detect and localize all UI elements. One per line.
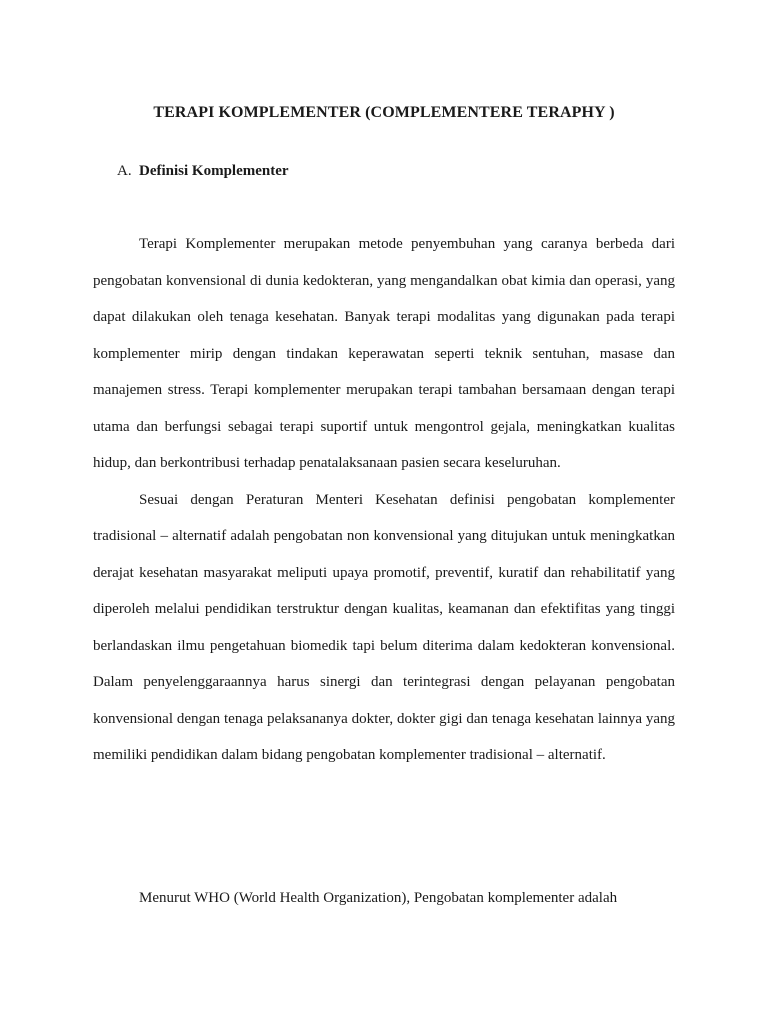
section-heading <box>117 163 289 180</box>
section-marker: A. <box>117 163 132 179</box>
document-title: TERAPI KOMPLEMENTER (COMPLEMENTERE TERAPHY ) <box>153 104 615 121</box>
paragraph: Sesuai dengan Peraturan Menteri Kesehatan definisi pengobatan komplementer tradisional – alternatif adalah pengobatan non konvensional yang ditujukan untuk meningkatkan derajat kesehatan masyarakat meliputi upaya promotif, preventif, kuratif dan rehabilitatif yang diperoleh melalui pendidikan terstruktur dengan kualitas, keamanan dan efektifitas yang tinggi berlandaskan ilmu pengetahuan biomedik tapi belum diterima dalam kedokteran konvensional. Dalam penyelenggaraannya harus sinergi dan terintegrasi dengan pelayanan pengobatan konvensional dengan tenaga pelaksananya dokter, dokter gigi dan tenaga kesehatan lainnya yang memiliki pendidikan dalam bidang pengobatan komplementer tradisional – alternatif. <box>93 491 675 763</box>
paragraph: Menurut WHO (World Health Organization), Pengobatan komplementer adalah <box>139 890 618 906</box>
body-text-block <box>93 226 675 774</box>
paragraph: Terapi Komplementer merupakan metode penyembuhan yang caranya berbeda dari pengobatan konvensional di dunia kedokteran, yang mengandalkan obat kimia dan operasi, yang dapat dilakukan oleh tenaga kesehatan. Banyak terapi modalitas yang digunakan pada terapi komplementer mirip dengan tindakan keperawatan seperti teknik sentuhan, masase dan manajemen stress. Terapi komplementer merupakan terapi tambahan bersamaan dengan terapi utama dan berfungsi sebagai terapi suportif untuk mengontrol gejala, meningkatkan kualitas hidup, dan berkontribusi terhadap penatalaksanaan pasien secara keseluruhan. <box>93 236 675 471</box>
body-text-block <box>93 880 675 917</box>
section-heading-text: Definisi Komplementer <box>139 163 289 179</box>
